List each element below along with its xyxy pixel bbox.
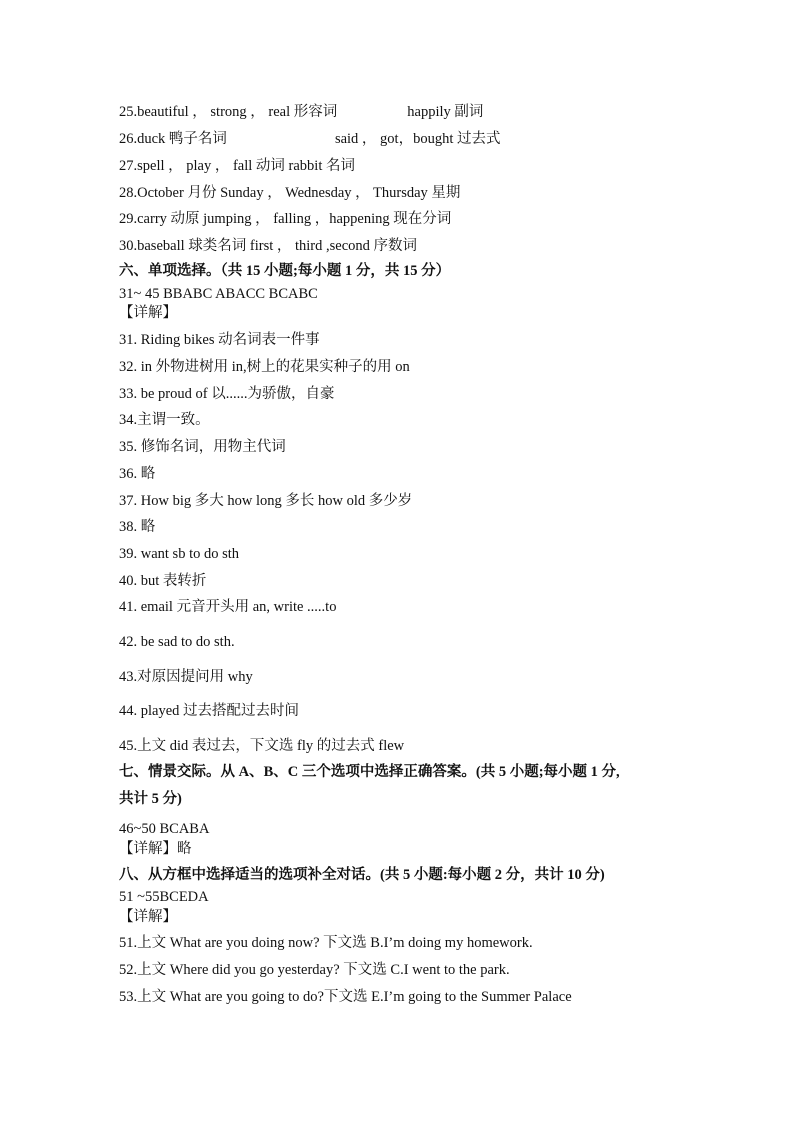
detail-item-37: 37. How big 多大 how long 多长 how old 多少岁 — [119, 493, 413, 509]
detail-item-41: 41. email 元音开头用 an, write .....to — [119, 599, 337, 615]
section-7-detail: 【详解】略 — [119, 841, 192, 857]
vocab-line-30: 30.baseball 球类名词 first ， third ,second 序数词 — [119, 238, 418, 254]
detail-item-42: 42. be sad to do sth. — [119, 634, 235, 650]
detail-item-45: 45.上文 did 表过去，下文选 fly 的过去式 flew — [119, 738, 405, 754]
detail-item-31: 31. Riding bikes 动名词表一件事 — [119, 332, 320, 348]
vocab-26-left: 26.duck 鸭子名词 — [119, 131, 227, 147]
vocab-line-25 — [119, 103, 483, 121]
detail-item-40: 40. but 表转折 — [119, 573, 207, 589]
detail-item-33: 33. be proud of 以......为骄傲，自豪 — [119, 386, 335, 402]
vocab-26-right: said ， got，bought 过去式 — [334, 131, 501, 147]
section-7-heading-line2: 共计 5 分) — [119, 791, 182, 807]
section-7-answers: 46~50 BCABA — [119, 821, 210, 837]
detail-item-35: 35. 修饰名词，用物主代词 — [119, 439, 286, 455]
vocab-25-right: happily 副词 — [407, 104, 484, 120]
section-7-heading-line1: 七、情景交际。从 A、B、C 三个选项中选择正确答案。(共 5 小题;每小题 1 分, — [119, 764, 620, 780]
vocab-line-26 — [119, 130, 500, 148]
detail-item-53: 53.上文 What are you going to do?下文选 E.I’m going to the Summer Palace — [119, 989, 572, 1005]
vocab-line-29: 29.carry 动原 jumping ， falling ，happening 现在分词 — [119, 211, 452, 227]
section-6-answers: 31~ 45 BBABC ABACC BCABC — [119, 286, 318, 302]
section-8-detail-label: 【详解】 — [119, 909, 177, 925]
detail-item-34: 34.主谓一致。 — [119, 412, 210, 428]
detail-item-43: 43.对原因提问用 why — [119, 669, 253, 685]
vocab-line-27: 27.spell ， play ， fall 动词 rabbit 名词 — [119, 158, 355, 174]
vocab-25-left: 25.beautiful ， strong ， real 形容词 — [119, 104, 338, 120]
detail-item-52: 52.上文 Where did you go yesterday? 下文选 C.I went to the park. — [119, 962, 510, 978]
section-6-detail-label: 【详解】 — [119, 305, 177, 321]
section-8-answers: 51 ~55BCEDA — [119, 889, 209, 905]
detail-item-51: 51.上文 What are you doing now? 下文选 B.I’m doing my homework. — [119, 935, 533, 951]
vocab-line-28: 28.October 月份 Sunday ， Wednesday ， Thursday 星期 — [119, 185, 461, 201]
section-8-heading: 八、从方框中选择适当的选项补全对话。(共 5 小题:每小题 2 分，共计 10 分) — [119, 867, 605, 883]
section-6-heading: 六、单项选择。（共 15 小题;每小题 1 分，共 15 分） — [119, 263, 451, 279]
detail-item-38: 38. 略 — [119, 519, 156, 535]
detail-item-39: 39. want sb to do sth — [119, 546, 240, 562]
detail-item-36: 36. 略 — [119, 466, 156, 482]
detail-item-32: 32. in 外物进树用 in,树上的花果实种子的用 on — [119, 359, 410, 375]
detail-item-44: 44. played 过去搭配过去时间 — [119, 703, 300, 719]
